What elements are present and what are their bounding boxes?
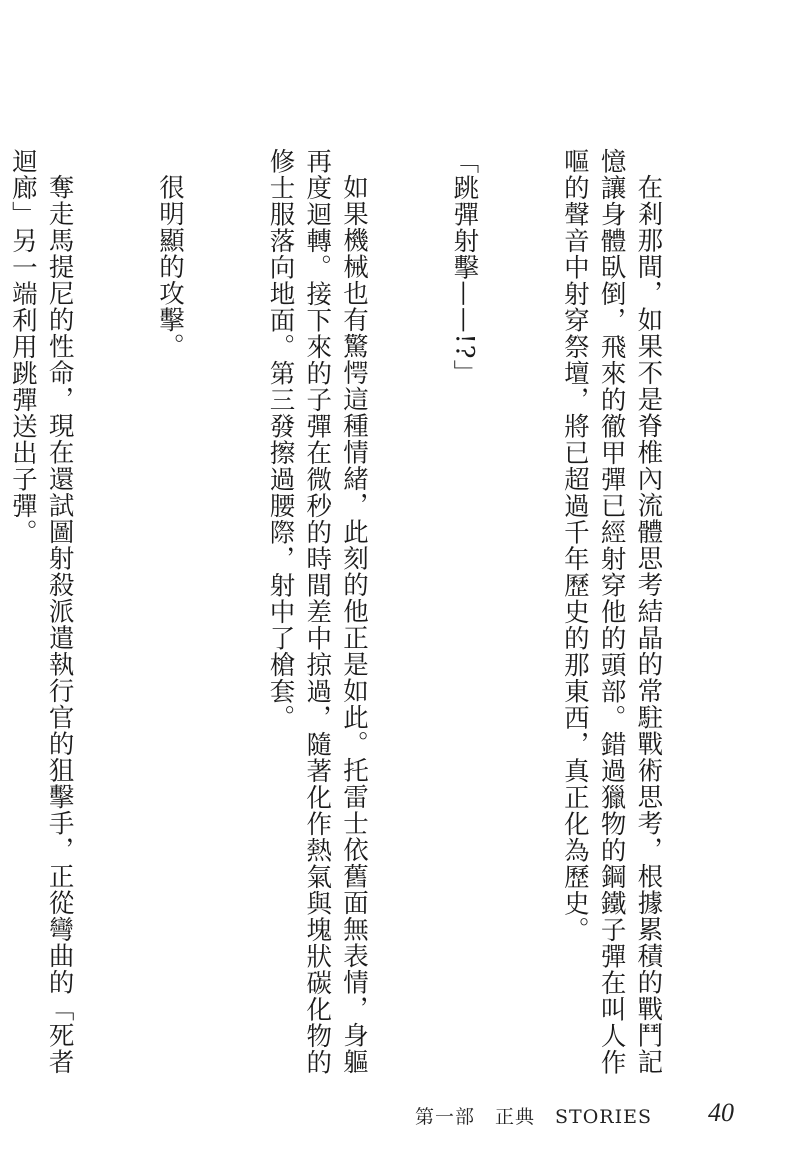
running-footer: 第一部 正典 STORIES — [415, 1106, 652, 1128]
paragraph: 如果機械也有驚愕這種情緒，此刻的他正是如此。托雷士依舊面無表情，身軀再度迴轉。接下來的子彈在微秒的時間差中掠過，隨著化作熱氣與塊狀碳化物的修士服落向地面。第三發擦過腰際，射中了槍套。 — [265, 148, 370, 1076]
paragraph: 在剎那間，如果不是脊椎內流體思考結晶的常駐戰術思考，根據累積的戰鬥記憶讓身體臥倒，飛來的徹甲彈已經射穿他的頭部。錯過獵物的鋼鐵子彈在叫人作嘔的聲音中射穿祭壇，將已超過千年歷史的那東西，真正化為歷史。 — [559, 148, 664, 1076]
paragraph: 奪走馬提尼的性命，現在還試圖射殺派遣執行官的狙擊手，正從彎曲的「死者迴廊」另一端利用跳彈送出子彈。 — [7, 148, 75, 1075]
page-number: 40 — [708, 1098, 734, 1127]
page-footer — [0, 1098, 800, 1142]
body-text — [7, 148, 740, 1078]
paragraph: 「跳彈射擊——!?」 — [449, 148, 480, 386]
paragraph: 很明顯的攻擊。 — [155, 173, 186, 359]
